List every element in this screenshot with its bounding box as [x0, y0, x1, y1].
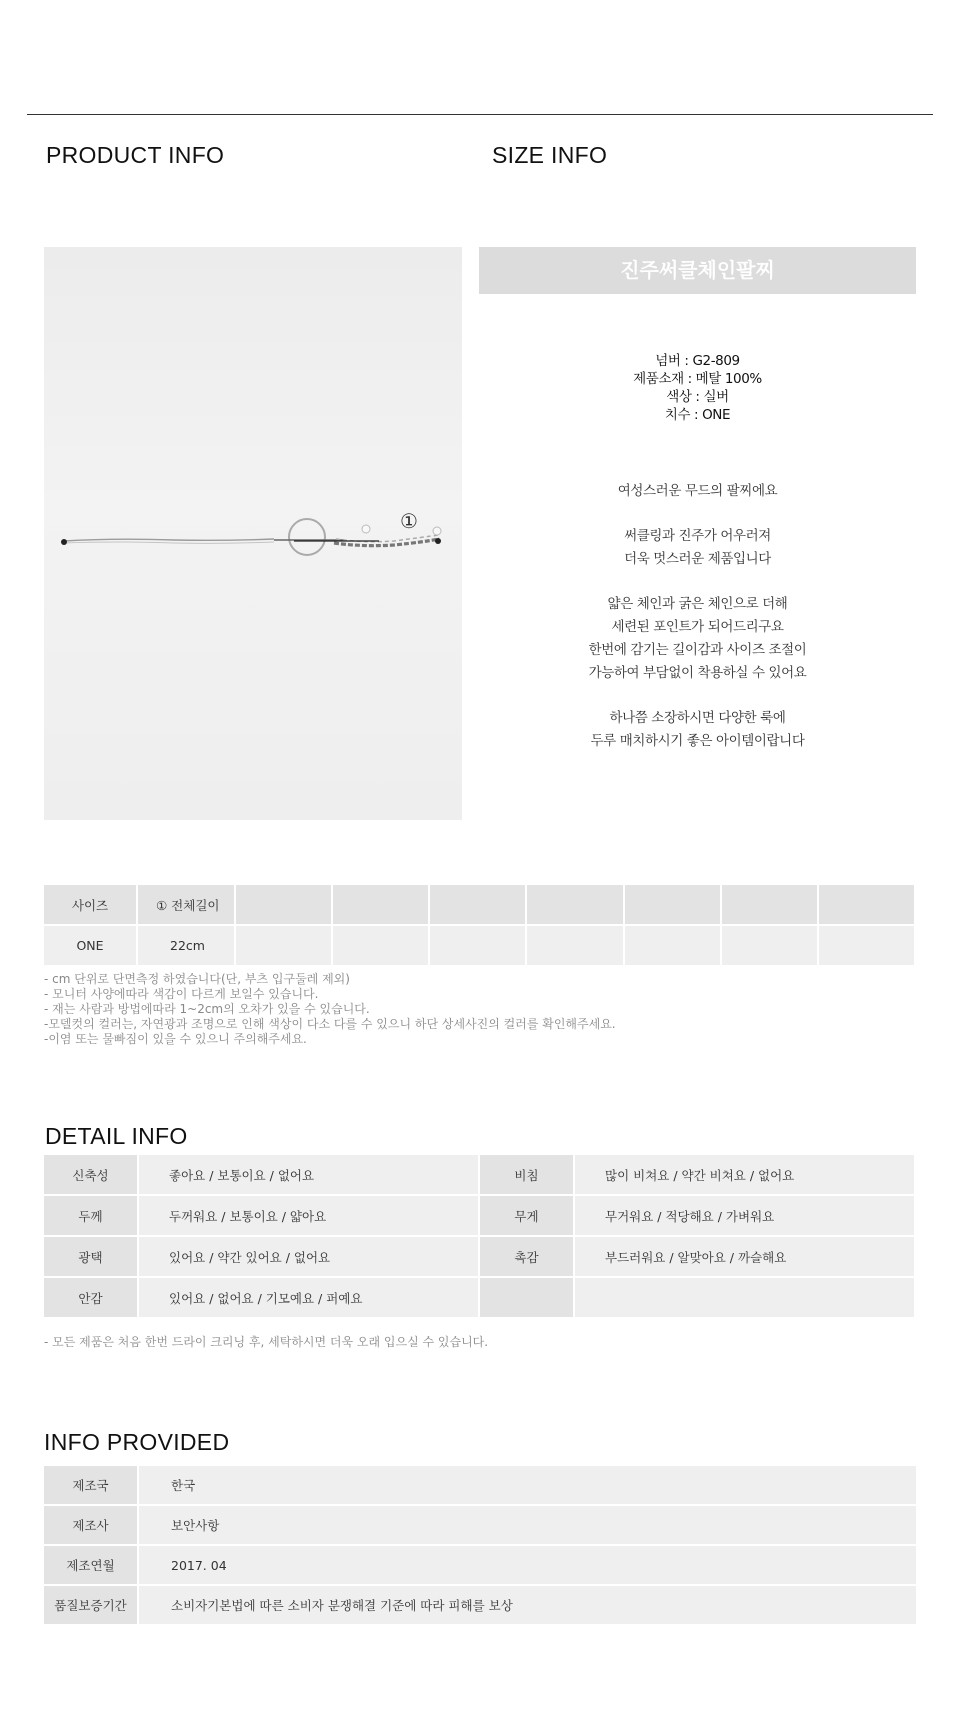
- detail-value: 많이 비쳐요 / 약간 비쳐요 / 없어요: [575, 1155, 916, 1196]
- size-cell: 22cm: [138, 926, 236, 967]
- photo-marker: ①: [400, 509, 418, 533]
- description-line: 하나쯤 소장하시면 다양한 룩에: [609, 709, 786, 726]
- detail-value: 부드러워요 / 알맞아요 / 까슬해요: [575, 1237, 916, 1278]
- info-row: [44, 1506, 916, 1546]
- spec-size: 치수 : ONE: [664, 407, 731, 423]
- product-photo: [44, 247, 462, 820]
- info-row: [44, 1586, 916, 1626]
- info-provided-table: [44, 1466, 916, 1626]
- info-value: 한국: [139, 1466, 916, 1506]
- detail-label: 안감: [44, 1278, 139, 1319]
- info-value: 소비자기본법에 따른 소비자 분쟁해결 기준에 따라 피해를 보상: [139, 1586, 916, 1626]
- detail-value: 있어요 / 없어요 / 기모예요 / 퍼예요: [139, 1278, 480, 1319]
- description-line: 두루 매치하시기 좋은 아이템이랍니다: [590, 732, 805, 749]
- size-cell: [236, 926, 333, 967]
- spec-material: 제품소재 : 메탈 100%: [633, 371, 762, 387]
- size-header-cell: 사이즈: [44, 885, 138, 926]
- size-header-cell: [625, 885, 722, 926]
- chain-end-left: [61, 539, 67, 545]
- product-description: [479, 480, 916, 775]
- description-line: 세련된 포인트가 되어드리구요: [611, 619, 784, 636]
- description-line: 더욱 멋스러운 제품입니다: [624, 551, 771, 568]
- spec-number: 넘버 : G2-809: [655, 353, 740, 369]
- description-line: 얇은 체인과 굵은 체인으로 더해: [607, 596, 788, 613]
- size-note: - 재는 사람과 방법에따라 1~2cm의 오차가 있을 수 있습니다.: [44, 1002, 370, 1016]
- detail-row: [44, 1196, 916, 1237]
- detail-value: 두꺼워요 / 보통이요 / 얇아요: [139, 1196, 480, 1237]
- info-value: 보안사항: [139, 1506, 916, 1546]
- product-info-heading: PRODUCT INFO: [46, 142, 225, 168]
- description-paragraph: [479, 525, 916, 570]
- detail-label: 광택: [44, 1237, 139, 1278]
- spec-color: 색상 : 실버: [666, 389, 729, 405]
- size-cell: [819, 926, 916, 967]
- size-info-heading: SIZE INFO: [492, 142, 608, 168]
- detail-row: [44, 1155, 916, 1196]
- size-header-cell: [236, 885, 333, 926]
- info-label: 제조국: [44, 1466, 139, 1506]
- size-table-header-row: [44, 885, 916, 926]
- detail-label: 촉감: [480, 1237, 575, 1278]
- product-specs: [479, 352, 916, 424]
- size-note: - 모니터 사양에따라 색감이 다르게 보일수 있습니다.: [44, 987, 319, 1001]
- bracelet-illustration: [44, 247, 462, 820]
- size-note: -모델컷의 컬러는, 자연광과 조명으로 인해 색상이 다소 다를 수 있으니 하단 상세사진의 컬러를 확인해주세요.: [44, 1017, 616, 1031]
- detail-value: [575, 1278, 916, 1319]
- description-line: 가능하여 부담없이 착용하실 수 있어요: [588, 664, 807, 681]
- size-note: -이염 또는 물빠짐이 있을 수 있으니 주의해주세요.: [44, 1032, 307, 1046]
- chain-end-right: [435, 538, 441, 544]
- detail-label: 무게: [480, 1196, 575, 1237]
- size-cell: [333, 926, 430, 967]
- top-divider: [27, 114, 933, 115]
- detail-label: 신축성: [44, 1155, 139, 1196]
- pearl: [433, 527, 441, 535]
- description-line: 여성스러운 무드의 팔찌에요: [617, 483, 778, 499]
- size-header-cell: ① 전체길이: [138, 885, 236, 926]
- info-label: 제조연월: [44, 1546, 139, 1586]
- size-cell: [625, 926, 722, 967]
- detail-info-heading: DETAIL INFO: [45, 1123, 188, 1149]
- info-provided-heading: INFO PROVIDED: [44, 1429, 230, 1455]
- size-cell: [430, 926, 527, 967]
- detail-table: [44, 1155, 916, 1319]
- detail-value: 무거워요 / 적당해요 / 가벼워요: [575, 1196, 916, 1237]
- info-row: [44, 1466, 916, 1506]
- size-notes: [44, 972, 616, 1047]
- description-paragraph: [479, 593, 916, 684]
- detail-note: - 모든 제품은 처음 한번 드라이 크리닝 후, 세탁하시면 더욱 오래 입으실 수 있습니다.: [44, 1335, 489, 1349]
- detail-label: [480, 1278, 575, 1319]
- size-header-cell: [430, 885, 527, 926]
- description-paragraph: [479, 707, 916, 752]
- detail-value: 좋아요 / 보통이요 / 없어요: [139, 1155, 480, 1196]
- info-row: [44, 1546, 916, 1586]
- size-header-cell: [819, 885, 916, 926]
- size-cell: [527, 926, 624, 967]
- size-header-cell: [722, 885, 819, 926]
- pearl: [362, 525, 370, 533]
- size-header-cell: [527, 885, 624, 926]
- product-name-bar: 진주써클체인팔찌: [479, 247, 916, 294]
- detail-row: [44, 1237, 916, 1278]
- size-cell: [722, 926, 819, 967]
- size-table: [44, 885, 916, 967]
- description-line: 한번에 감기는 길이감과 사이즈 조절이: [588, 641, 807, 658]
- description-line: 써클링과 진주가 어우러져: [624, 528, 771, 545]
- size-table-row: [44, 926, 916, 967]
- info-label: 제조사: [44, 1506, 139, 1546]
- detail-label: 두께: [44, 1196, 139, 1237]
- detail-row: [44, 1278, 916, 1319]
- size-header-cell: [333, 885, 430, 926]
- info-value: 2017. 04: [139, 1546, 916, 1586]
- size-cell: ONE: [44, 926, 138, 967]
- detail-label: 비침: [480, 1155, 575, 1196]
- detail-value: 있어요 / 약간 있어요 / 없어요: [139, 1237, 480, 1278]
- info-label: 품질보증기간: [44, 1586, 139, 1626]
- size-note: - cm 단위로 단면측정 하였습니다(단, 부츠 입구둘레 제외): [44, 972, 350, 986]
- description-paragraph: [479, 480, 916, 503]
